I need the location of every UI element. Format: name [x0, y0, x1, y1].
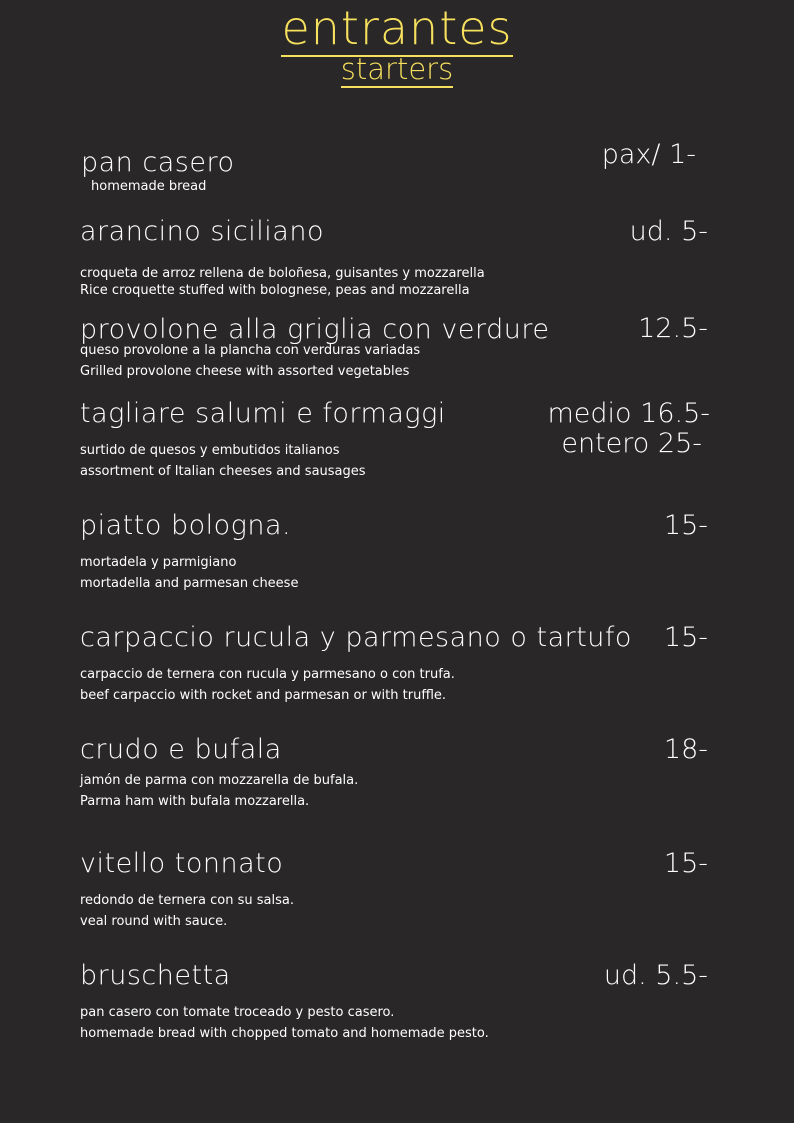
- dish-name: tagliare salumi e formaggi: [80, 398, 446, 429]
- description-line: queso provolone a la plancha con verduras variadas: [80, 343, 421, 358]
- description-line: croqueta de arroz rellena de boloñesa, guisantes y mozzarella: [80, 266, 485, 281]
- menu-title: entrantes: [281, 1, 513, 55]
- dish-price: 15-: [663, 622, 708, 653]
- dish-description: [80, 770, 358, 812]
- dish-description: [80, 1002, 489, 1044]
- dish-price: ud. 5.5-: [603, 960, 708, 991]
- dish-description: [80, 263, 485, 297]
- dish-price: medio 16.5-: [547, 398, 710, 429]
- menu-subtitle: starters: [340, 52, 454, 86]
- description-line: carpaccio de ternera con rucula y parmesano o con trufa.: [80, 667, 455, 682]
- description-line: mortadella and parmesan cheese: [80, 576, 299, 591]
- dish-price: pax/ 1-: [601, 139, 696, 170]
- dish-description: [80, 890, 294, 932]
- description-line: pan casero con tomate troceado y pesto casero.: [80, 1005, 395, 1020]
- dish-name: pan casero: [81, 147, 235, 178]
- dish-description: [80, 664, 455, 706]
- dish-name: provolone alla griglia con verdure: [80, 314, 550, 345]
- description-line: Rice croquette stuffed with bolognese, peas and mozzarella: [80, 283, 470, 298]
- description-line: Parma ham with bufala mozzarella.: [80, 794, 310, 809]
- dish-price-alt: entero 25-: [561, 428, 702, 459]
- dish-name: carpaccio rucula y parmesano o tartufo: [80, 622, 632, 653]
- description-line: Grilled provolone cheese with assorted vegetables: [80, 364, 410, 379]
- dish-price: 15-: [663, 848, 708, 879]
- description-line: mortadela y parmigiano: [80, 555, 237, 570]
- dish-price: 18-: [663, 734, 708, 765]
- dish-name: vitello tonnato: [80, 848, 284, 879]
- dish-description: [80, 552, 298, 594]
- description-line: surtido de quesos y embutidos italianos: [80, 443, 340, 458]
- dish-price: 15-: [663, 510, 708, 541]
- description-line: homemade bread with chopped tomato and homemade pesto.: [80, 1026, 489, 1041]
- description-line: veal round with sauce.: [80, 914, 228, 929]
- dish-name: piatto bologna.: [80, 510, 292, 541]
- description-line: beef carpaccio with rocket and parmesan or with truffle.: [80, 688, 447, 703]
- dish-description: [80, 440, 366, 482]
- dish-name: arancino siciliano: [80, 216, 324, 247]
- dish-description: [91, 176, 206, 197]
- description-line: jamón de parma con mozzarella de bufala.: [80, 773, 359, 788]
- dish-description: [80, 340, 420, 382]
- dish-price: 12.5-: [638, 313, 708, 344]
- dish-price: ud. 5-: [629, 216, 708, 247]
- description-line: redondo de ternera con su salsa.: [80, 893, 294, 908]
- dish-name: bruschetta: [80, 960, 231, 991]
- dish-name: crudo e bufala: [80, 734, 282, 765]
- description-line: assortment of Italian cheeses and sausages: [80, 464, 366, 479]
- description-line: homemade bread: [91, 179, 207, 194]
